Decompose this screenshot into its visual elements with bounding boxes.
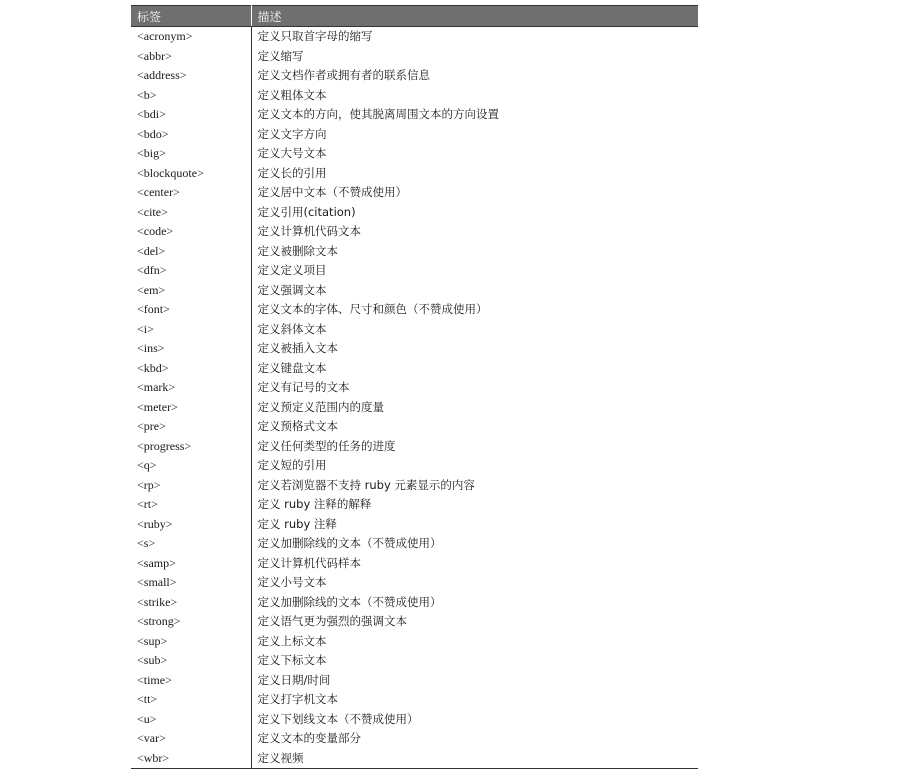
tag-cell: <tt> <box>131 690 251 710</box>
table-row <box>131 612 698 632</box>
description-cell: 定义小号文本 <box>257 575 327 589</box>
table-row <box>131 359 698 379</box>
table-row <box>131 651 698 671</box>
header-description: 描述 <box>251 6 698 27</box>
tag-cell: <ins> <box>131 339 251 359</box>
table-row <box>131 144 698 164</box>
html-tags-table <box>131 5 698 769</box>
tag-cell: <rp> <box>131 476 251 496</box>
table-row <box>131 164 698 184</box>
description-cell: 定义粗体文本 <box>257 87 327 102</box>
description-cell: 定义打字机文本 <box>257 692 338 706</box>
table-row <box>131 203 698 223</box>
tag-cell: <mark> <box>131 378 251 398</box>
description-cell: 定义定义项目 <box>257 263 327 277</box>
table-row <box>131 632 698 652</box>
tag-cell: <samp> <box>131 554 251 574</box>
tag-cell: <font> <box>131 300 251 320</box>
tag-cell: <u> <box>131 710 251 730</box>
table-row <box>131 476 698 496</box>
table-row <box>131 671 698 691</box>
table-header <box>131 6 698 27</box>
tag-cell: <s> <box>131 534 251 554</box>
description-cell: 定义大号文本 <box>257 146 327 160</box>
table-row <box>131 456 698 476</box>
tag-cell: <abbr> <box>131 47 251 67</box>
table-row <box>131 515 698 535</box>
tag-cell: <address> <box>131 66 251 86</box>
tag-cell: <var> <box>131 729 251 749</box>
table-row <box>131 105 698 125</box>
table-body <box>131 27 698 769</box>
tag-cell: <sup> <box>131 632 251 652</box>
table-row <box>131 86 698 106</box>
table-row <box>131 593 698 613</box>
table-row <box>131 242 698 262</box>
tag-cell: <small> <box>131 573 251 593</box>
table-row <box>131 437 698 457</box>
tag-cell: <bdo> <box>131 125 251 145</box>
description-cell: 定义预定义范围内的度量 <box>257 399 384 414</box>
tag-cell: <blockquote> <box>131 164 251 184</box>
table-row <box>131 417 698 437</box>
table-row <box>131 261 698 281</box>
table-row <box>131 125 698 145</box>
tag-cell: <dfn> <box>131 261 251 281</box>
description-cell: 定义长的引用 <box>257 165 327 180</box>
tag-cell: <i> <box>131 320 251 340</box>
description-cell: 定义预格式文本 <box>257 419 338 433</box>
table-row <box>131 339 698 359</box>
description-cell: 定义加删除线的文本（不赞成使用） <box>257 594 442 609</box>
description-cell: 定义键盘文本 <box>257 360 327 375</box>
table-row <box>131 398 698 418</box>
description-cell: 定义下标文本 <box>257 653 327 667</box>
tag-cell: <pre> <box>131 417 251 437</box>
description-cell: 定义强调文本 <box>257 282 327 297</box>
table-row <box>131 729 698 749</box>
table-row <box>131 222 698 242</box>
description-cell: 定义文字方向 <box>257 126 327 141</box>
description-cell: 定义语气更为强烈的强调文本 <box>257 614 407 628</box>
table-row <box>131 534 698 554</box>
header-row <box>131 6 698 27</box>
description-cell: 定义加删除线的文本（不赞成使用） <box>257 536 442 550</box>
tag-cell: <kbd> <box>131 359 251 379</box>
tag-cell: <rt> <box>131 495 251 515</box>
table-row <box>131 749 698 769</box>
table-row <box>131 27 698 47</box>
description-cell: 定义文本的字体、尺寸和颜色（不赞成使用） <box>257 302 488 316</box>
description-cell: 定义计算机代码样本 <box>257 555 361 570</box>
description-cell: 定义引用(citation) <box>257 204 356 219</box>
table-row <box>131 300 698 320</box>
description-cell: 定义文本的变量部分 <box>257 731 361 745</box>
description-cell: 定义日期/时间 <box>257 672 331 687</box>
tag-cell: <wbr> <box>131 749 251 769</box>
table-row <box>131 66 698 86</box>
description-cell: 定义视频 <box>251 749 698 769</box>
description-cell: 定义被插入文本 <box>257 341 338 355</box>
description-cell: 定义居中文本（不赞成使用） <box>257 185 407 199</box>
description-cell: 定义若浏览器不支持 ruby 元素显示的内容 <box>257 477 475 492</box>
tag-cell: <cite> <box>131 203 251 223</box>
description-cell: 定义被删除文本 <box>257 243 338 258</box>
table-row <box>131 573 698 593</box>
tag-cell: <time> <box>131 671 251 691</box>
table-row <box>131 690 698 710</box>
tag-cell: <bdi> <box>131 105 251 125</box>
table-row <box>131 378 698 398</box>
description-cell: 定义短的引用 <box>257 458 327 472</box>
description-cell: 定义任何类型的任务的进度 <box>257 438 396 453</box>
table-row <box>131 47 698 67</box>
tag-cell: <strike> <box>131 593 251 613</box>
description-cell: 定义上标文本 <box>257 633 327 648</box>
tag-cell: <center> <box>131 183 251 203</box>
tag-cell: <strong> <box>131 612 251 632</box>
tag-cell: <code> <box>131 222 251 242</box>
tag-cell: <em> <box>131 281 251 301</box>
table-row <box>131 183 698 203</box>
header-tag: 标签 <box>131 6 251 27</box>
description-cell: 定义缩写 <box>257 48 304 63</box>
description-cell: 定义 ruby 注释 <box>257 516 337 531</box>
description-cell: 定义斜体文本 <box>257 321 327 336</box>
description-cell: 定义下划线文本（不赞成使用） <box>257 711 419 726</box>
description-cell: 定义只取首字母的缩写 <box>257 29 373 43</box>
description-cell: 定义文本的方向，使其脱离周围文本的方向设置 <box>257 107 499 121</box>
table-row <box>131 710 698 730</box>
html-tags-table-container <box>131 5 698 769</box>
table-row <box>131 281 698 301</box>
tag-cell: <b> <box>131 86 251 106</box>
tag-cell: <big> <box>131 144 251 164</box>
description-cell: 定义计算机代码文本 <box>257 224 361 238</box>
tag-cell: <sub> <box>131 651 251 671</box>
tag-cell: <meter> <box>131 398 251 418</box>
tag-cell: <acronym> <box>131 27 251 47</box>
description-cell: 定义 ruby 注释的解释 <box>257 497 372 511</box>
tag-cell: <del> <box>131 242 251 262</box>
table-row <box>131 495 698 515</box>
tag-cell: <q> <box>131 456 251 476</box>
description-cell: 定义文档作者或拥有者的联系信息 <box>257 68 430 82</box>
table-row <box>131 554 698 574</box>
description-cell: 定义有记号的文本 <box>257 380 350 394</box>
tag-cell: <progress> <box>131 437 251 457</box>
table-row <box>131 320 698 340</box>
tag-cell: <ruby> <box>131 515 251 535</box>
